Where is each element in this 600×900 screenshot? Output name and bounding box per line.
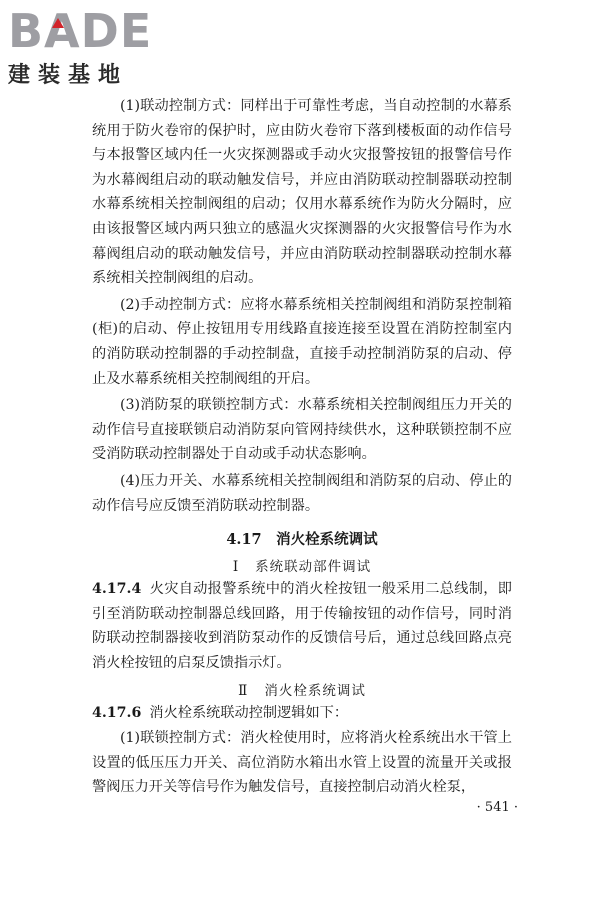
paragraph-linkage-control: (1)联动控制方式：同样出于可靠性考虑，当自动控制的水幕系统用于防火卷帘的保护时，应由防火卷帘下落到楼板面的动作信号与本报警区域内任一火灾探测器或手动火灾报警按钮的报警信号作为水幕阀组启动的联动触发信号，并应由消防联动控制器联动控制水幕系统相关控制阀组的启动；仅用水幕系统作为防火分隔时，应由该报警区域内两只独立的感温火灾探测器的火灾报警信号作为水幕阀组启动的联动触发信号，并应由消防联动控制器联动控制水幕系统相关控制阀组的启动。 xyxy=(92,98,512,287)
subsection-title: 消火栓系统调试 xyxy=(264,683,366,700)
logo-accent-icon xyxy=(52,18,64,28)
clause-text: 消火栓系统联动控制逻辑如下： xyxy=(149,705,349,722)
subsection-heading-1 xyxy=(92,555,512,575)
clause-4-17-4 xyxy=(92,577,512,675)
bade-logo xyxy=(8,6,178,89)
logo-subtitle: 建装基地 xyxy=(8,63,129,88)
paragraph-hydrant-interlock: (1)联锁控制方式：消火栓使用时，应将消火栓系统出水干管上设置的低压压力开关、高位消防水箱出水管上设置的流量开关或报警阀压力开关等信号作为触发信号，直接控制启动消火栓泵， xyxy=(92,730,512,796)
subsection-title: 系统联动部件调试 xyxy=(255,559,372,576)
subsection-roman-numeral: Ⅰ xyxy=(232,559,240,576)
paragraph-manual-control: (2)手动控制方式：应将水幕系统相关控制阀组和消防泵控制箱(柜)的启动、停止按钮用专用线路直接连接至设置在消防控制室内的消防联动控制器的手动控制盘，直接手动控制消防泵的启动、停止及水幕系统相关控制阀组的开启。 xyxy=(92,296,512,387)
clause-number: 4.17.6 xyxy=(92,705,142,722)
page-number: · 541 · xyxy=(476,800,518,815)
clause-number: 4.17.4 xyxy=(92,581,142,598)
logo-wordmark-text: BADE xyxy=(8,4,153,58)
clause-4-17-6 xyxy=(92,701,512,726)
clause-text: 火灾自动报警系统中的消火栓按钮一般采用二总线制，即引至消防联动控制器总线回路，用于传输按钮的动作信号，同时消防联动控制器接收到消防泵动作的反馈信号后，通过总线回路点亮消火栓按钮的启泵反馈指示灯。 xyxy=(92,581,512,671)
section-title: 4.17 消火栓系统调试 xyxy=(226,531,378,549)
logo-wordmark xyxy=(8,6,178,56)
paragraph-interlock-control: (3)消防泵的联锁控制方式：水幕系统相关控制阀组压力开关的动作信号直接联锁启动消防泵向管网持续供水，这种联锁控制不应受消防联动控制器处于自动或手动状态影响。 xyxy=(92,397,512,463)
subsection-heading-2 xyxy=(92,679,512,699)
subsection-roman-numeral: Ⅱ xyxy=(238,683,249,700)
paragraph-feedback: (4)压力开关、水幕系统相关控制阀组和消防泵的启动、停止的动作信号应反馈至消防联动控制器。 xyxy=(92,472,512,514)
document-page xyxy=(92,94,512,800)
